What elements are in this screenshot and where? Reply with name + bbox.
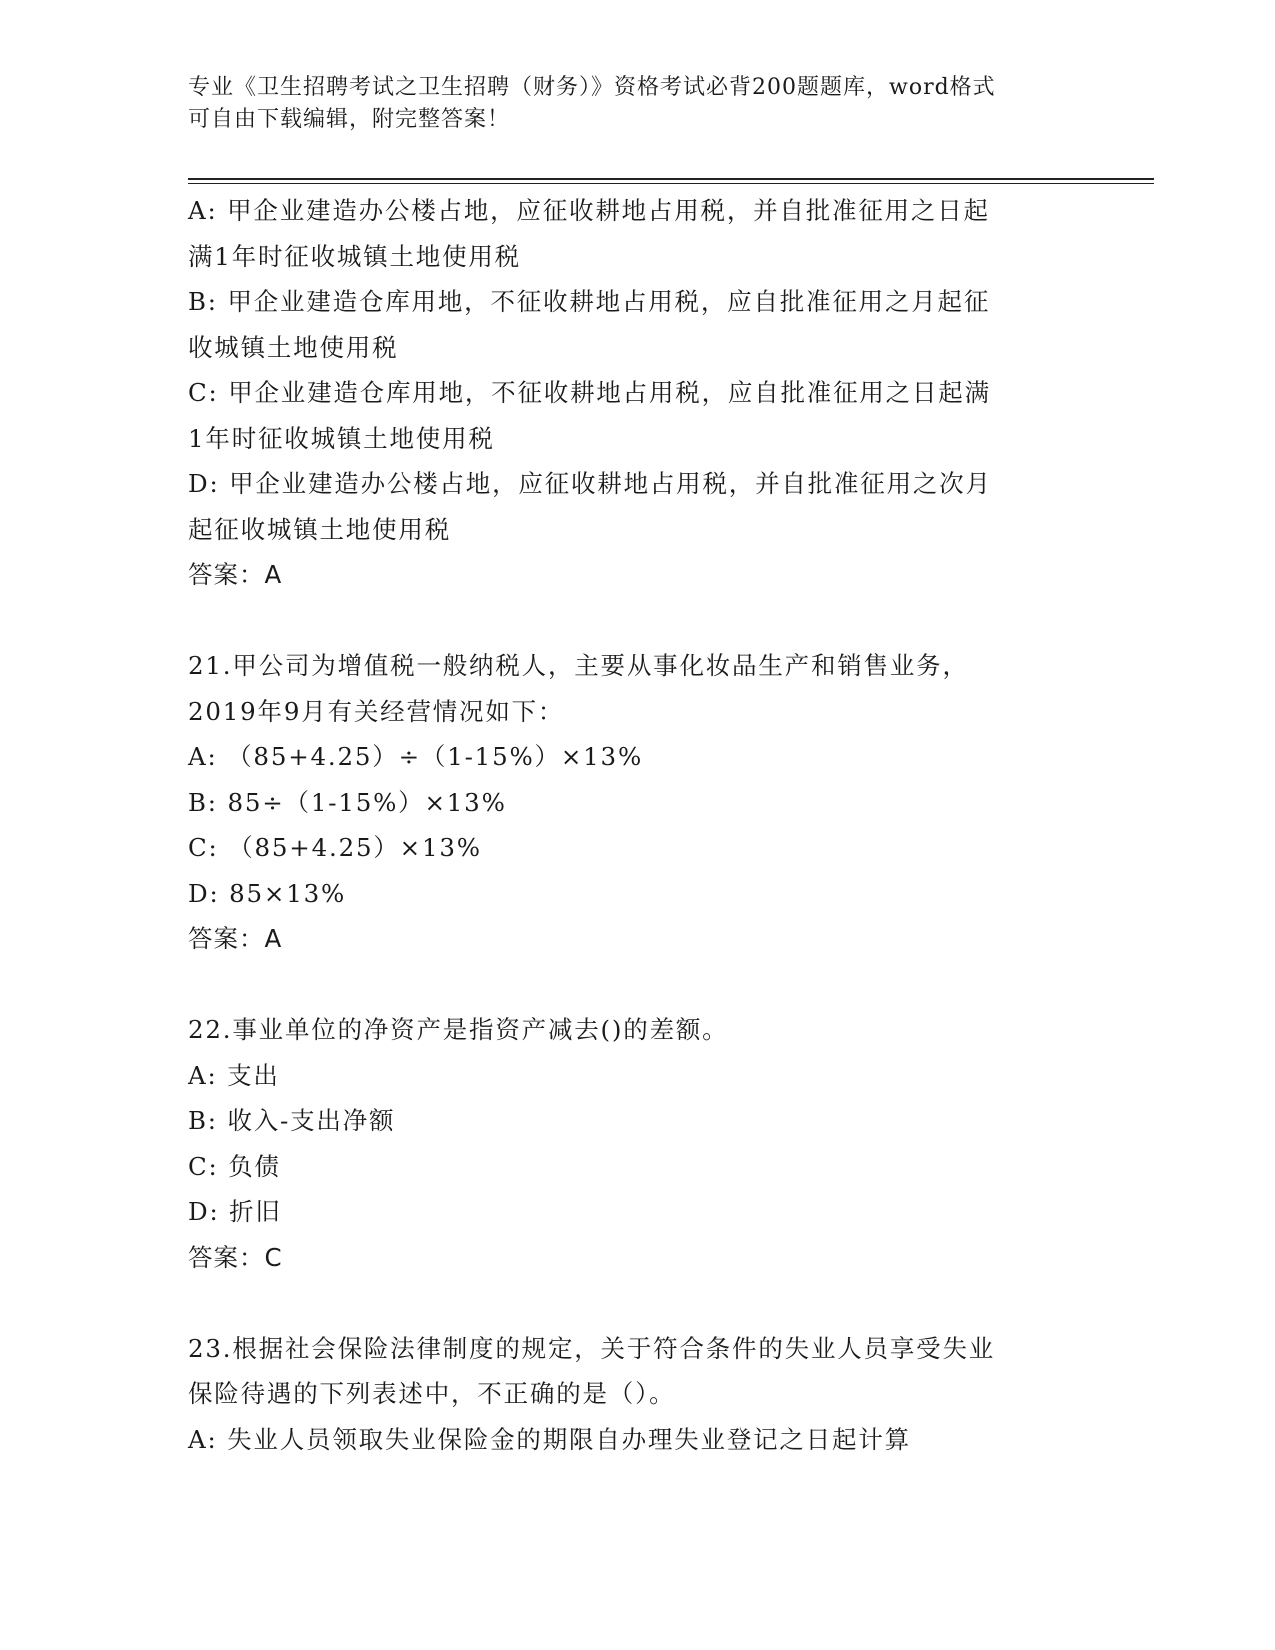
option-c-line-1: C: 甲企业建造仓库用地，不征收耕地占用税，应自批准征用之日起满 bbox=[188, 378, 991, 407]
question-stem-line-2: 保险待遇的下列表述中，不正确的是（）。 bbox=[188, 1379, 676, 1408]
question-22-block bbox=[188, 1007, 1088, 1280]
option-d-line-2: 起征收城镇土地使用税 bbox=[188, 514, 451, 544]
option-a-line-1: A: 甲企业建造办公楼占地，应征收耕地占用税，并自批准征用之日起 bbox=[188, 196, 990, 225]
header-divider-thin bbox=[188, 183, 1154, 184]
header-divider-thick bbox=[188, 178, 1154, 180]
option-d: D: 85×13% bbox=[188, 878, 347, 908]
option-c: C: 负债 bbox=[188, 1151, 281, 1181]
option-b: B: 85÷（1-15%）×13% bbox=[188, 787, 507, 817]
option-d: D: 折旧 bbox=[188, 1197, 282, 1226]
header-title-line-2: 可自由下载编辑，附完整答案！ bbox=[188, 107, 511, 132]
option-b-line-1: B: 甲企业建造仓库用地，不征收耕地占用税，应自批准征用之月起征 bbox=[188, 287, 991, 316]
option-a: A: （85+4.25）÷（1-15%）×13% bbox=[188, 742, 644, 771]
spacer bbox=[188, 962, 1088, 1008]
question-stem-line-1: 21.甲公司为增值税一般纳税人，主要从事化妆品生产和销售业务， bbox=[188, 651, 969, 680]
question-23-block bbox=[188, 1326, 1088, 1463]
document-header bbox=[188, 72, 1068, 136]
spacer bbox=[188, 1280, 1088, 1326]
question-content bbox=[188, 188, 1088, 1462]
option-a: A: 失业人员领取失业保险金的期限自办理失业登记之日起计算 bbox=[188, 1424, 911, 1454]
question-stem-line-1: 23.根据社会保险法律制度的规定，关于符合条件的失业人员享受失业 bbox=[188, 1333, 996, 1363]
question-21-block bbox=[188, 643, 1088, 962]
option-b: B: 收入-支出净额 bbox=[188, 1106, 396, 1135]
question-stem: 22.事业单位的净资产是指资产减去()的差额。 bbox=[188, 1015, 729, 1044]
header-title-line-1: 专业《卫生招聘考试之卫生招聘（财务）》资格考试必背200题题库，word格式 bbox=[188, 75, 996, 100]
answer-line: 答案：A bbox=[188, 560, 283, 589]
answer-line: 答案：C bbox=[188, 1242, 283, 1272]
option-a: A: 支出 bbox=[188, 1060, 280, 1090]
option-b-line-2: 收城镇土地使用税 bbox=[188, 332, 399, 362]
question-stem-line-2: 2019年9月有关经营情况如下： bbox=[188, 696, 565, 726]
option-d-line-1: D: 甲企业建造办公楼占地，应征收耕地占用税，并自批准征用之次月 bbox=[188, 469, 992, 498]
spacer bbox=[188, 598, 1088, 644]
answer-line: 答案：A bbox=[188, 924, 283, 953]
option-a-line-2: 满1年时征收城镇土地使用税 bbox=[188, 241, 521, 271]
option-c-line-2: 1年时征收城镇土地使用税 bbox=[188, 423, 495, 453]
question-20-block bbox=[188, 188, 1088, 598]
option-c: C: （85+4.25）×13% bbox=[188, 833, 482, 862]
